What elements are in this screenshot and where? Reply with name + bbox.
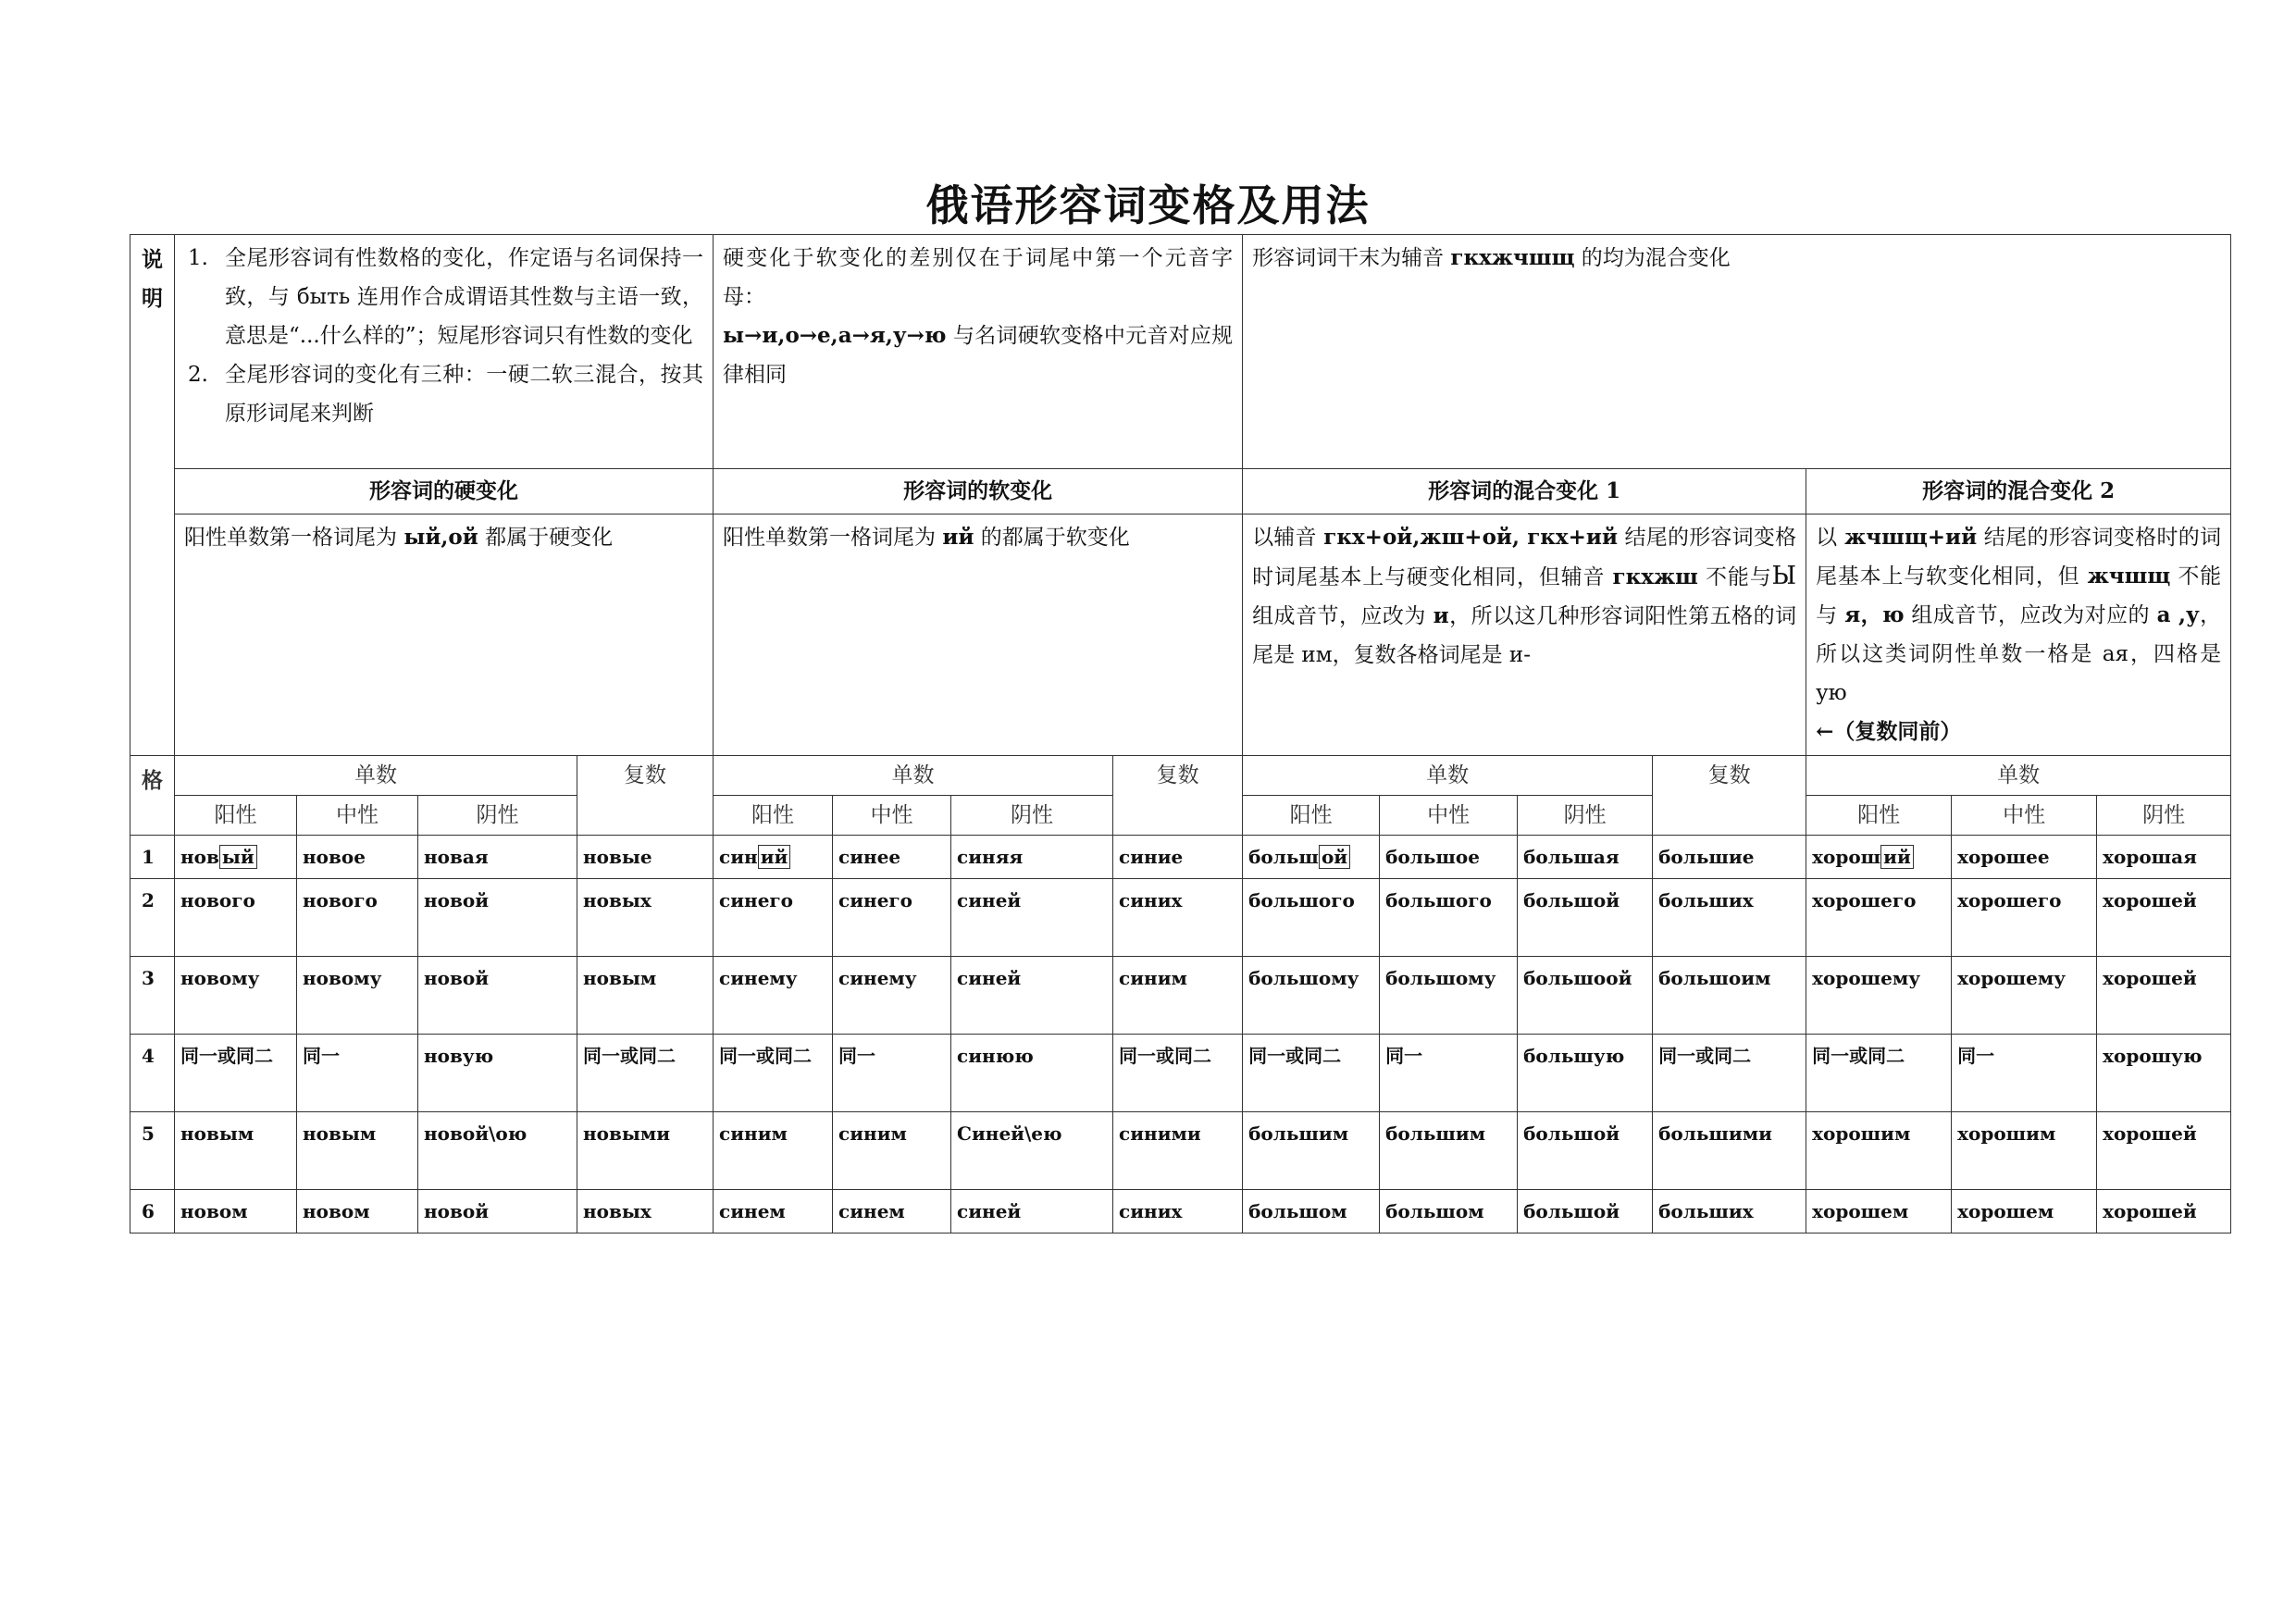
- section-mixed1: 形容词的混合变化 1: [1243, 469, 1806, 514]
- notes-list: [184, 239, 703, 433]
- mixed1-neut: 中性: [1380, 796, 1518, 836]
- ending-stem: хорош: [1812, 846, 1881, 868]
- notes-col2-rule: ы→и,о→е,а→я,у→ю: [723, 323, 947, 348]
- table-cell: хорошему: [1806, 957, 1952, 1035]
- table-cell: большом: [1243, 1190, 1380, 1233]
- mixed1-singular: 单数: [1243, 756, 1653, 796]
- desc-mixed1-a: 以辅音: [1252, 526, 1317, 550]
- table-cell: хорошей: [2097, 1190, 2231, 1233]
- soft-singular: 单数: [714, 756, 1113, 796]
- table-cell: хорошую: [2097, 1035, 2231, 1112]
- table-cell: 同一或同二: [1243, 1035, 1380, 1112]
- desc-hard: [175, 514, 714, 756]
- table-cell: синего: [833, 879, 951, 957]
- soft-masc: 阳性: [714, 796, 833, 836]
- mixed2-masc: 阳性: [1806, 796, 1952, 836]
- notes-col3: [1243, 235, 2231, 469]
- table-cell: большая: [1518, 836, 1653, 879]
- table-row: [130, 1112, 2231, 1190]
- table-cell: новую: [418, 1035, 577, 1112]
- desc-mixed2-e: 不能与: [1816, 564, 2222, 627]
- desc-mixed2-i: ，所以这类词阴性单数一格是 ая，四格是 ую: [1816, 603, 2222, 705]
- section-hard: 形容词的硬变化: [175, 469, 714, 514]
- table-cell: большим: [1380, 1112, 1518, 1190]
- desc-mixed1: [1243, 514, 1806, 756]
- table-cell: хорошему: [1952, 957, 2097, 1035]
- table-cell: синих: [1113, 1190, 1243, 1233]
- table-cell: синим: [714, 1112, 833, 1190]
- table-cell: большим: [1243, 1112, 1380, 1190]
- table-cell: синему: [833, 957, 951, 1035]
- table-cell: большую: [1518, 1035, 1653, 1112]
- table-cell: синего: [714, 879, 833, 957]
- table-cell: синей: [951, 957, 1113, 1035]
- mixed2-fem: 阴性: [2097, 796, 2231, 836]
- notes-item-1: [188, 239, 703, 355]
- table-cell: синяя: [951, 836, 1113, 879]
- table-cell: новая: [418, 836, 577, 879]
- table-cell: синей: [951, 879, 1113, 957]
- table-cell: синему: [714, 957, 833, 1035]
- mixed1-masc: 阳性: [1243, 796, 1380, 836]
- table-cell: 同一: [1952, 1035, 2097, 1112]
- table-cell: новому: [297, 957, 418, 1035]
- table-cell: новом: [175, 1190, 297, 1233]
- mixed1-fem: 阴性: [1518, 796, 1653, 836]
- table-cell: синем: [833, 1190, 951, 1233]
- desc-mixed1-i: ，所以这几种形容词阳性第五格的词尾是 им，复数各格词尾是 и-: [1252, 604, 1797, 667]
- notes-item-1-text: 全尾形容词有性数格的变化，作定语与名词保持一致，与 быть 连用作合成谓语其性数与主语一致，意思是“...什么样的”；短尾形容词只有性数的变化: [225, 246, 704, 348]
- desc-mixed2-j: ←（复数同前）: [1816, 719, 1962, 744]
- ending-box: ий: [1880, 845, 1914, 869]
- table-cell: большими: [1653, 1112, 1806, 1190]
- table-cell: хорошим: [1806, 1112, 1952, 1190]
- desc-mixed1-c: 结尾的形容词变格时词尾基本上与硬变化相同，但辅音: [1252, 526, 1797, 589]
- notes-item-2-text: 全尾形容词的变化有三种：一硬二软三混合，按其原形词尾来判断: [225, 363, 704, 426]
- case-number: 4: [130, 1035, 175, 1112]
- table-cell: большого: [1380, 879, 1518, 957]
- table-cell: новых: [577, 1190, 714, 1233]
- table-row: [130, 957, 2231, 1035]
- table-cell: большие: [1653, 836, 1806, 879]
- table-cell: хорошего: [1952, 879, 2097, 957]
- table-cell: большоим: [1653, 957, 1806, 1035]
- table-row: [130, 836, 2231, 879]
- case-label: 格: [130, 756, 175, 836]
- notes-col3-prefix: 形容词词干末为辅音: [1252, 246, 1445, 270]
- desc-mixed1-h: и: [1433, 603, 1449, 628]
- desc-mixed1-d: гкхжш: [1612, 564, 1698, 589]
- table-cell: новыми: [577, 1112, 714, 1190]
- table-cell: большоой: [1518, 957, 1653, 1035]
- soft-fem: 阴性: [951, 796, 1113, 836]
- hard-singular: 单数: [175, 756, 577, 796]
- table-cell: синее: [833, 836, 951, 879]
- table-cell: новом: [297, 1190, 418, 1233]
- table-cell: [714, 836, 833, 879]
- desc-mixed2-d: жчшщ: [2087, 564, 2171, 589]
- table-cell: хорошем: [1806, 1190, 1952, 1233]
- section-header-row: [130, 469, 2231, 514]
- table-cell: синим: [1113, 957, 1243, 1035]
- desc-mixed1-e: 不能与: [1706, 565, 1772, 589]
- section-mixed2: 形容词的混合变化 2: [1806, 469, 2231, 514]
- table-cell: хорошего: [1806, 879, 1952, 957]
- desc-soft: [714, 514, 1243, 756]
- notes-item-2-num: 2.: [188, 363, 208, 387]
- table-cell: новой: [418, 879, 577, 957]
- table-cell: новым: [297, 1112, 418, 1190]
- desc-mixed2-a: 以: [1816, 526, 1838, 550]
- table-cell: больших: [1653, 1190, 1806, 1233]
- table-cell: 同一: [1380, 1035, 1518, 1112]
- ending-box: ий: [758, 845, 791, 869]
- hard-masc: 阳性: [175, 796, 297, 836]
- notes-col3-bold: гкхжчшщ: [1450, 245, 1575, 270]
- number-header-row: [130, 756, 2231, 796]
- table-cell: синюю: [951, 1035, 1113, 1112]
- table-cell: нового: [175, 879, 297, 957]
- description-row: [130, 514, 2231, 756]
- desc-mixed2-h: а ,у: [2156, 602, 2200, 627]
- table-cell: большой: [1518, 1112, 1653, 1190]
- notes-label-text: 说明: [142, 247, 163, 311]
- table-cell: большой: [1518, 879, 1653, 957]
- desc-mixed2-c: 结尾的形容词变格时的词尾基本上与软变化相同，但: [1816, 526, 2222, 589]
- ending-stem: больш: [1248, 846, 1319, 868]
- case-number: 3: [130, 957, 175, 1035]
- table-cell: новым: [175, 1112, 297, 1190]
- table-cell: большое: [1380, 836, 1518, 879]
- desc-mixed1-f: Ы: [1771, 562, 1797, 590]
- table-cell: хорошей: [2097, 1112, 2231, 1190]
- ending-box: ой: [1319, 845, 1350, 869]
- table-cell: хорошей: [2097, 879, 2231, 957]
- desc-soft-b: ий: [942, 525, 974, 550]
- section-soft: 形容词的软变化: [714, 469, 1243, 514]
- table-cell: хорошим: [1952, 1112, 2097, 1190]
- case-number: 5: [130, 1112, 175, 1190]
- table-cell: большом: [1380, 1190, 1518, 1233]
- table-cell: новое: [297, 836, 418, 879]
- desc-hard-b: ый,ой: [403, 525, 478, 550]
- notes-col2-line2: 与名词硬软变格中元音对应规律相同: [723, 324, 1234, 387]
- soft-neut: 中性: [833, 796, 951, 836]
- table-cell: новой: [418, 1190, 577, 1233]
- table-cell: синих: [1113, 879, 1243, 957]
- table-cell: синим: [833, 1112, 951, 1190]
- table-cell: 同一或同二: [577, 1035, 714, 1112]
- desc-mixed2-f: я，ю: [1844, 602, 1905, 627]
- soft-plural: 复数: [1113, 756, 1243, 836]
- ending-stem: нов: [180, 846, 219, 868]
- table-cell: новому: [175, 957, 297, 1035]
- table-cell: Синей\ею: [951, 1112, 1113, 1190]
- declension-table: [130, 234, 2231, 1233]
- case-number: 6: [130, 1190, 175, 1233]
- table-row: [130, 1190, 2231, 1233]
- notes-item-1-num: 1.: [188, 246, 208, 270]
- table-cell: синие: [1113, 836, 1243, 879]
- table-cell: синей: [951, 1190, 1113, 1233]
- hard-neut: 中性: [297, 796, 418, 836]
- desc-mixed1-g: 组成音节，应改为: [1252, 604, 1426, 628]
- table-cell: большого: [1243, 879, 1380, 957]
- table-row: [130, 879, 2231, 957]
- table-cell: большой: [1518, 1190, 1653, 1233]
- notes-row: [130, 235, 2231, 469]
- table-cell: [1806, 836, 1952, 879]
- table-cell: хорошей: [2097, 957, 2231, 1035]
- desc-soft-a: 阳性单数第一格词尾为: [723, 526, 937, 550]
- notes-col2: [714, 235, 1243, 469]
- hard-plural: 复数: [577, 756, 714, 836]
- desc-hard-a: 阳性单数第一格词尾为: [184, 526, 397, 550]
- table-cell: 同一: [833, 1035, 951, 1112]
- case-number: 1: [130, 836, 175, 879]
- mixed1-plural: 复数: [1653, 756, 1806, 836]
- table-cell: [175, 836, 297, 879]
- table-cell: новые: [577, 836, 714, 879]
- table-cell: большому: [1380, 957, 1518, 1035]
- table-cell: 同一或同二: [1806, 1035, 1952, 1112]
- table-cell: 同一或同二: [175, 1035, 297, 1112]
- desc-mixed2-b: жчшщ+ий: [1844, 525, 1978, 550]
- table-cell: [1243, 836, 1380, 879]
- table-cell: новых: [577, 879, 714, 957]
- notes-col2-line1: 硬变化于软变化的差别仅在于词尾中第一个元音字母：: [723, 246, 1234, 309]
- table-cell: 同一或同二: [1653, 1035, 1806, 1112]
- mixed2-neut: 中性: [1952, 796, 2097, 836]
- table-cell: 同一或同二: [1113, 1035, 1243, 1112]
- mixed2-singular: 单数: [1806, 756, 2231, 796]
- ending-box: ый: [219, 845, 257, 869]
- desc-hard-c: 都属于硬变化: [485, 526, 614, 550]
- table-cell: 同一或同二: [714, 1035, 833, 1112]
- table-cell: новой: [418, 957, 577, 1035]
- desc-soft-c: 的都属于软变化: [980, 526, 1130, 550]
- desc-mixed2: [1806, 514, 2231, 756]
- table-cell: хорошее: [1952, 836, 2097, 879]
- page-title: 俄语形容词变格及用法: [925, 180, 1371, 230]
- table-row: [130, 1035, 2231, 1112]
- table-cell: хорошем: [1952, 1190, 2097, 1233]
- table-cell: новым: [577, 957, 714, 1035]
- table-cell: нового: [297, 879, 418, 957]
- table-cell: синем: [714, 1190, 833, 1233]
- table-cell: большому: [1243, 957, 1380, 1035]
- table-cell: хорошая: [2097, 836, 2231, 879]
- case-number: 2: [130, 879, 175, 957]
- notes-item-2: [188, 355, 703, 433]
- ending-stem: син: [719, 846, 758, 868]
- table-cell: синими: [1113, 1112, 1243, 1190]
- table-cell: 同一: [297, 1035, 418, 1112]
- notes-label: [130, 235, 175, 756]
- notes-col1: [175, 235, 714, 469]
- desc-mixed1-b: гкх+ой,жш+ой, гкх+ий: [1323, 525, 1619, 550]
- table-cell: больших: [1653, 879, 1806, 957]
- notes-col3-suffix: 的均为混合变化: [1581, 246, 1731, 270]
- hard-fem: 阴性: [418, 796, 577, 836]
- table-cell: новой\ою: [418, 1112, 577, 1190]
- desc-mixed2-g: 组成音节，应改为对应的: [1911, 603, 2150, 627]
